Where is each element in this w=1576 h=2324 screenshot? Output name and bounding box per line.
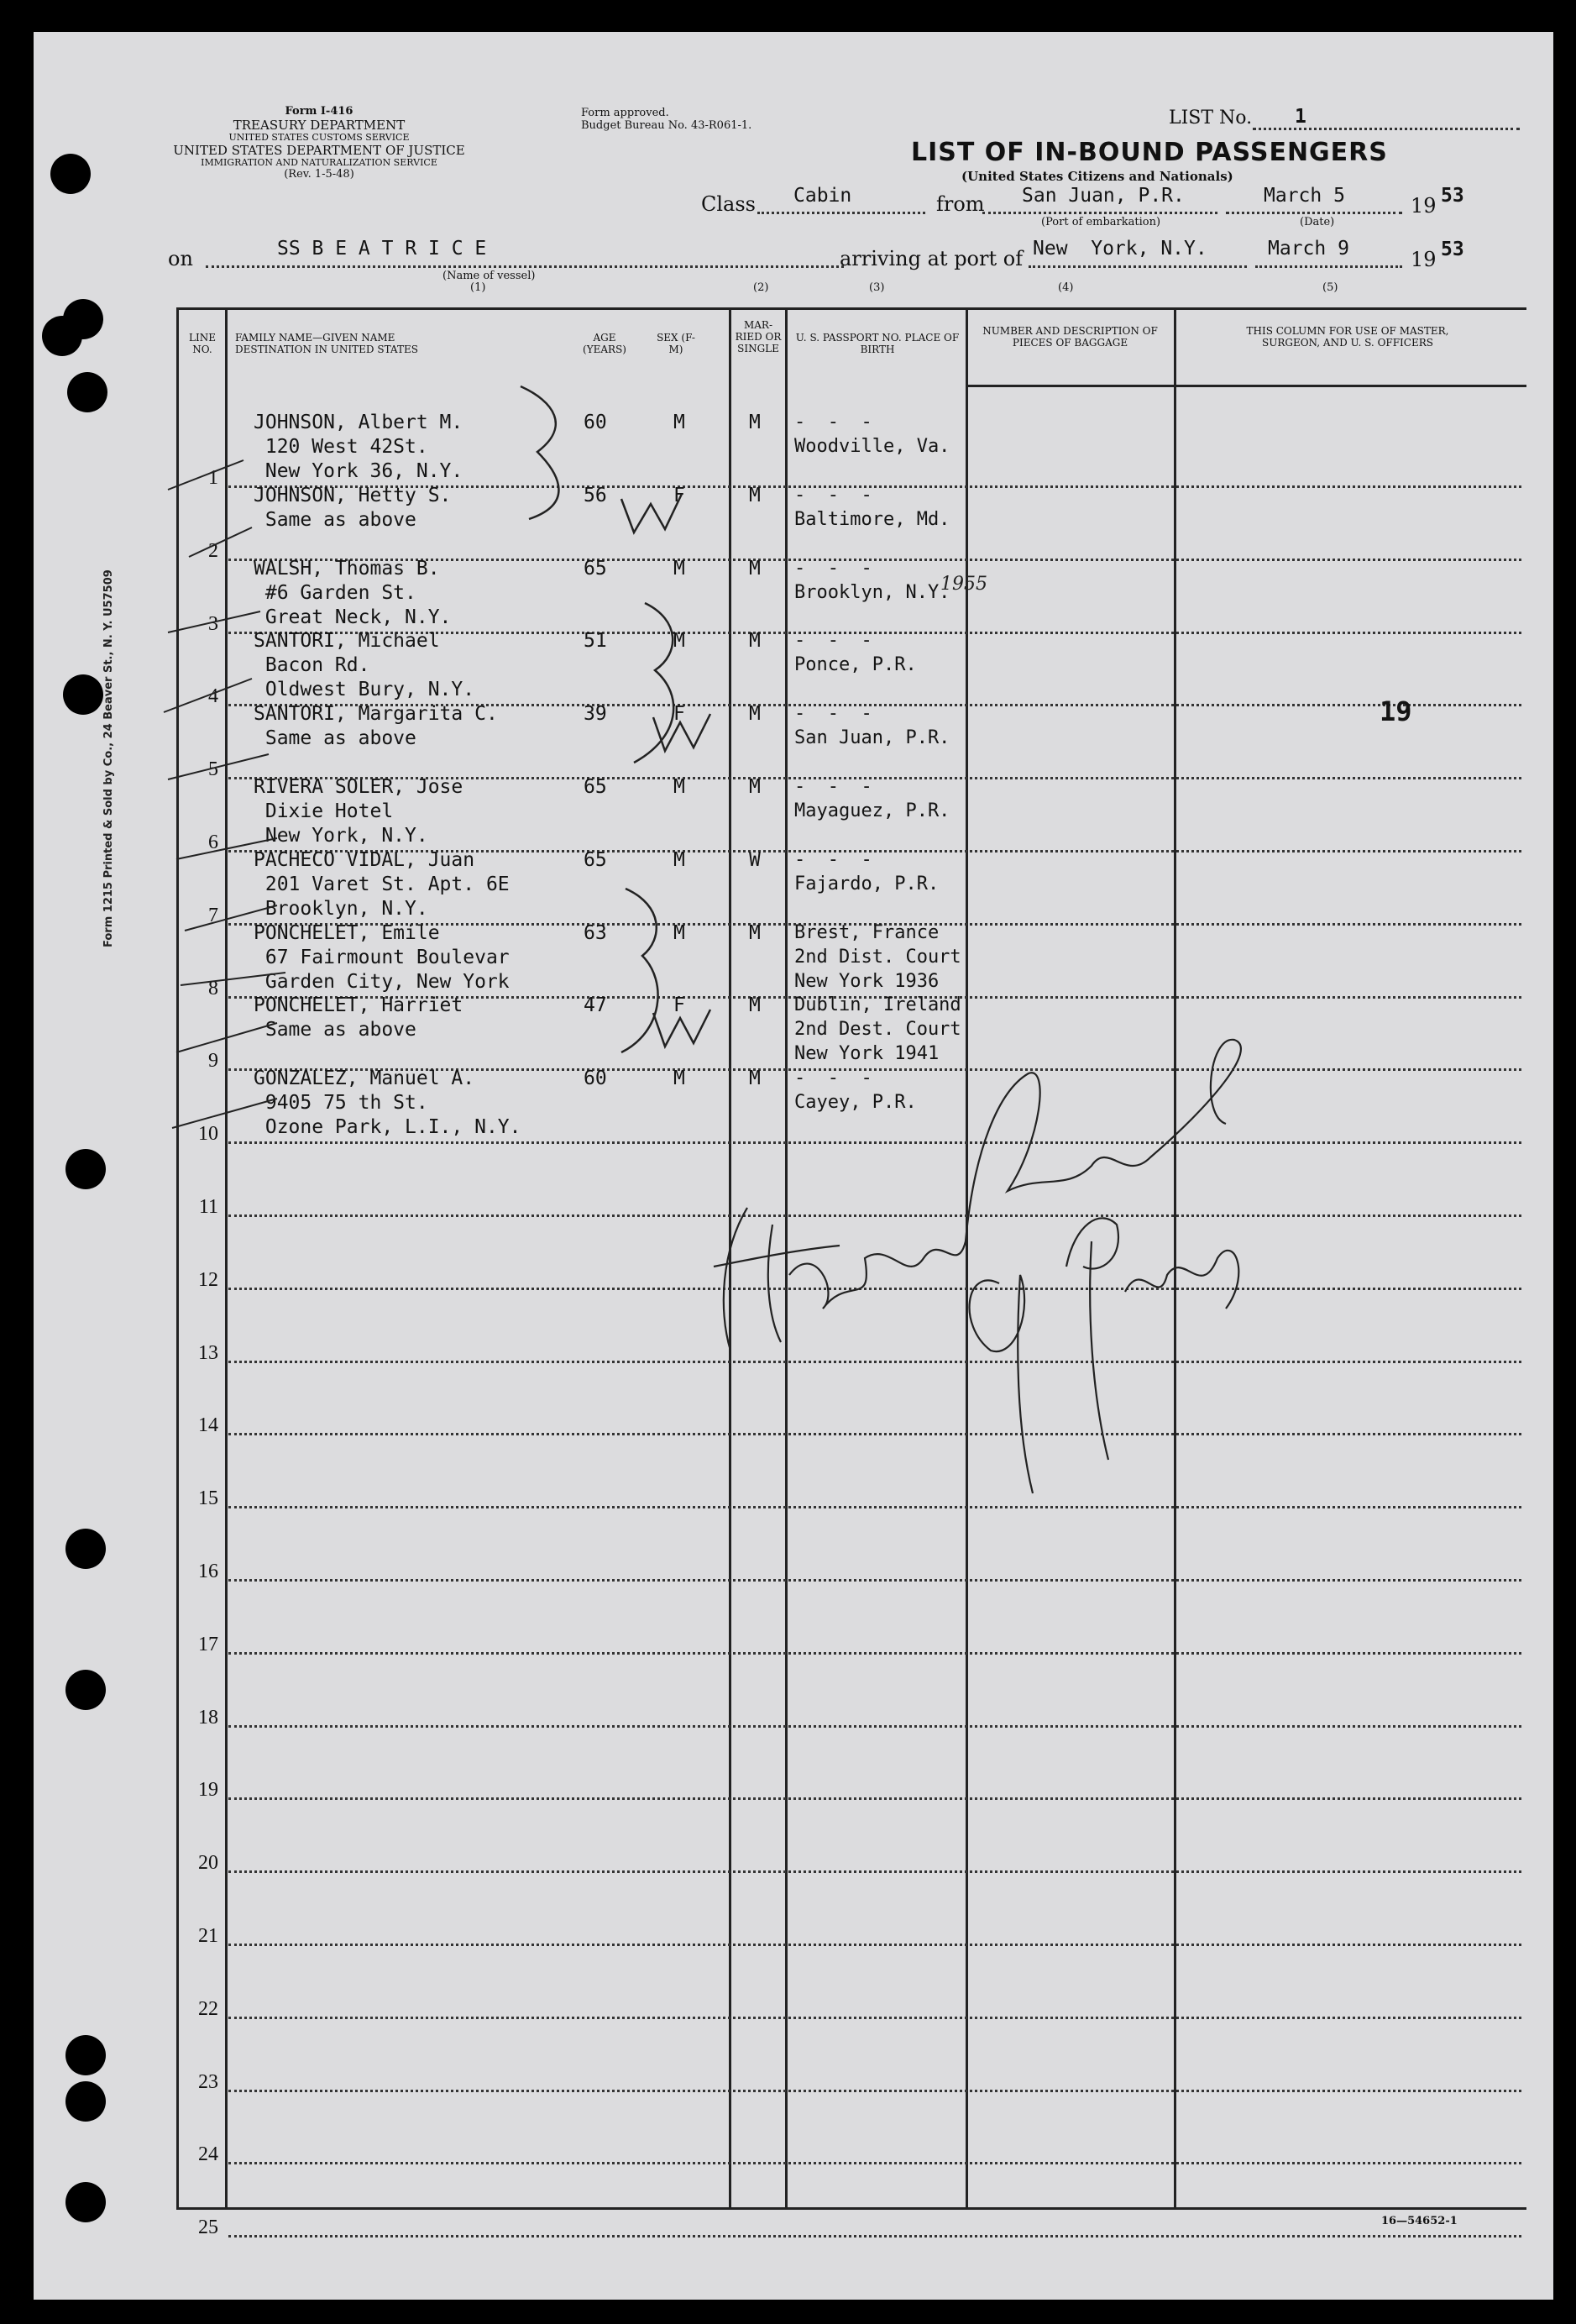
line-number: 24	[198, 2143, 218, 2166]
passenger-married: M	[749, 412, 761, 433]
passenger-passport-line: - - -	[794, 1068, 872, 1089]
passenger-passport-line: - - -	[794, 776, 872, 797]
depart-year-prefix: 19	[1411, 194, 1437, 218]
list-no-label: LIST No.	[1169, 108, 1253, 129]
passenger-name-line: New York, N.Y.	[254, 825, 428, 847]
arriving-label: arriving at port of	[840, 247, 1024, 270]
justice-department: UNITED STATES DEPARTMENT OF JUSTICE	[173, 142, 465, 158]
passenger-name-line: 201 Varet St. Apt. 6E	[254, 873, 510, 895]
line-number: 20	[198, 1852, 218, 1875]
class-label: Class	[701, 192, 756, 216]
handwritten-w-2	[653, 714, 710, 751]
passenger-name-line: 67 Fairmount Boulevar	[254, 946, 510, 968]
passenger-name-line: Great Neck, N.Y.	[254, 606, 452, 628]
from-value: San Juan, P.R.	[1022, 185, 1185, 207]
class-value: Cabin	[793, 185, 852, 207]
treasury-department: TREASURY DEPARTMENT	[233, 117, 406, 133]
passenger-age: 60	[584, 412, 607, 433]
passenger-married: W	[749, 848, 761, 871]
passenger-sex: F	[673, 703, 685, 726]
passenger-passport-line: Woodville, Va.	[794, 436, 950, 457]
line-number: 6	[208, 831, 218, 853]
line-number: 22	[198, 1997, 218, 2020]
passenger-age: 63	[584, 921, 607, 944]
passenger-passport-line: Brest, France	[794, 921, 940, 943]
passenger-passport-line: Baltimore, Md.	[794, 508, 950, 530]
ins-service: IMMIGRATION AND NATURALIZATION SERVICE	[201, 157, 437, 169]
line-number: 13	[198, 1341, 218, 1364]
footer-code: 16—54652-1	[1381, 2215, 1458, 2227]
on-label: on	[168, 247, 193, 270]
brooklyn-note: 1955	[940, 574, 987, 595]
passenger-name-line: Oldwest Bury, N.Y.	[254, 679, 475, 701]
passenger-sex: M	[673, 630, 685, 653]
port-embarkation-caption: (Port of embarkation)	[1041, 216, 1161, 228]
passenger-name-line: GONZALEZ, Manuel A.	[254, 1068, 475, 1090]
line-number: 15	[198, 1487, 218, 1510]
line-number: 8	[208, 977, 218, 999]
passenger-name-line: RIVERA SOLER, Jose	[254, 776, 463, 798]
handwritten-w-1	[621, 494, 682, 532]
passenger-sex: F	[673, 484, 685, 506]
budget-bureau: Budget Bureau No. 43-R061-1.	[581, 119, 752, 132]
document-subtitle: (United States Citizens and Nationals)	[961, 169, 1233, 184]
passenger-passport-line: Brooklyn, N.Y.	[794, 581, 950, 603]
passenger-passport-line: - - -	[794, 703, 872, 725]
from-label: from	[936, 192, 985, 216]
passenger-married: M	[749, 1068, 761, 1090]
passenger-married: M	[749, 484, 761, 506]
col-header-age: AGE (YEARS)	[583, 332, 626, 355]
passenger-passport-line: 2nd Dist. Court	[794, 946, 961, 968]
vessel-caption: (Name of vessel)	[442, 270, 536, 282]
passenger-sex: M	[673, 1068, 685, 1090]
vessel-name: SS B E A T R I C E	[277, 238, 487, 260]
line-number: 25	[198, 2216, 218, 2239]
col-header-name: FAMILY NAME—GIVEN NAME DESTINATION IN UNITED STATES	[235, 332, 418, 355]
brace-ponchelet	[621, 889, 658, 1052]
passenger-passport-line: Mayaguez, P.R.	[794, 800, 950, 821]
passenger-name-line: PONCHELET, Harriet	[254, 994, 463, 1017]
line-number: 2	[208, 539, 218, 562]
line-number: 19	[198, 1779, 218, 1802]
passenger-name-line: 9405 75 th St.	[254, 1092, 428, 1115]
passenger-age: 60	[584, 1068, 607, 1090]
passenger-married: M	[749, 557, 761, 580]
passenger-passport-line: Cayey, P.R.	[794, 1092, 917, 1114]
line-number: 18	[198, 1706, 218, 1729]
side-imprint: Form 1215 Printed & Sold by Co., 24 Beaver St., N. Y. U57509	[102, 569, 115, 947]
passenger-sex: M	[673, 921, 685, 944]
col-header-married: MAR- RIED OR SINGLE	[735, 319, 782, 354]
passenger-passport-line: San Juan, P.R.	[794, 727, 950, 749]
col-num-4: (4)	[1058, 281, 1074, 294]
passenger-age: 56	[584, 484, 607, 506]
line-number: 23	[198, 2070, 218, 2093]
handwriting-overlay	[34, 32, 1553, 2300]
depart-year: 53	[1441, 185, 1464, 207]
passenger-passport-line: - - -	[794, 848, 872, 870]
line-number: 14	[198, 1414, 218, 1437]
passenger-name-line: Bacon Rd.	[254, 654, 370, 677]
line-number: 10	[198, 1123, 218, 1146]
passenger-sex: M	[673, 412, 685, 433]
passenger-name-line: 120 West 42St.	[254, 436, 428, 458]
passenger-age: 51	[584, 630, 607, 653]
passenger-name-line: Dixie Hotel	[254, 800, 394, 822]
passenger-name-line: WALSH, Thomas B.	[254, 557, 440, 580]
passenger-age: 65	[584, 848, 607, 871]
passenger-passport-line: 2nd Dest. Court	[794, 1019, 961, 1041]
document-title: LIST OF IN-BOUND PASSENGERS	[911, 138, 1388, 167]
col-header-passport: U. S. PASSPORT NO. PLACE OF BIRTH	[795, 332, 960, 355]
date-caption: (Date)	[1300, 216, 1335, 228]
passenger-passport-line: Ponce, P.R.	[794, 654, 917, 676]
passenger-married: M	[749, 921, 761, 944]
line-number: 3	[208, 612, 218, 635]
depart-date: March 5	[1264, 185, 1345, 207]
revision-date: (Rev. 1-5-48)	[284, 167, 354, 181]
form-approved: Form approved.	[581, 107, 669, 119]
passenger-age: 65	[584, 776, 607, 798]
passenger-name-line: PONCHELET, Emile	[254, 921, 440, 944]
line-number: 21	[198, 1925, 218, 1947]
officer-count: 19	[1380, 695, 1412, 727]
passenger-name-line: JOHNSON, Hetty S.	[254, 484, 452, 506]
col-num-3: (3)	[869, 281, 885, 294]
passenger-passport-line: New York 1936	[794, 970, 940, 992]
tick-marks	[164, 460, 285, 1128]
passenger-name-line: PACHECO VIDAL, Juan	[254, 848, 475, 871]
arrival-year: 53	[1441, 239, 1464, 260]
passenger-age: 39	[584, 703, 607, 726]
line-number: 9	[208, 1050, 218, 1073]
passenger-married: M	[749, 630, 761, 653]
passenger-name-line: #6 Garden St.	[254, 581, 416, 604]
passenger-sex: M	[673, 557, 685, 580]
passenger-sex: F	[673, 994, 685, 1017]
line-number: 12	[198, 1268, 218, 1291]
line-number: 7	[208, 904, 218, 926]
passenger-passport-line: Dublin, Ireland	[794, 994, 961, 1016]
passenger-name-line: Brooklyn, N.Y.	[254, 897, 428, 920]
col-num-2: (2)	[753, 281, 769, 294]
line-number: 17	[198, 1633, 218, 1655]
arrival-year-prefix: 19	[1411, 248, 1437, 271]
passenger-passport-line: Fajardo, P.R.	[794, 873, 940, 894]
signature-1	[714, 1040, 1241, 1351]
col-num-5: (5)	[1322, 281, 1338, 294]
passenger-name-line: SANTORI, Margarita C.	[254, 703, 498, 726]
passenger-passport-line: - - -	[794, 557, 872, 579]
passenger-married: M	[749, 703, 761, 726]
passenger-name-line: New York 36, N.Y.	[254, 460, 463, 482]
passenger-age: 65	[584, 557, 607, 580]
passenger-sex: M	[673, 776, 685, 798]
passenger-passport-line: - - -	[794, 484, 872, 506]
passenger-passport-line: New York 1941	[794, 1043, 940, 1065]
passenger-married: M	[749, 776, 761, 798]
col-header-sex: SEX (F-M)	[657, 332, 695, 355]
line-number: 4	[208, 685, 218, 708]
passenger-name-line: Ozone Park, L.I., N.Y.	[254, 1116, 521, 1139]
passenger-sex: M	[673, 848, 685, 871]
col-header-baggage: NUMBER AND DESCRIPTION OF PIECES OF BAGGAGE	[982, 325, 1158, 349]
handwritten-w-3	[653, 1010, 710, 1047]
list-no-value: 1	[1295, 106, 1306, 128]
line-number: 5	[208, 758, 218, 781]
passenger-name-line: Same as above	[254, 508, 416, 531]
arrival-port: New York, N.Y.	[1033, 238, 1207, 260]
line-number: 1	[208, 467, 218, 489]
passenger-age: 47	[584, 994, 607, 1017]
passenger-name-line: Same as above	[254, 1019, 416, 1041]
passenger-name-line: Garden City, New York	[254, 970, 510, 993]
customs-service: UNITED STATES CUSTOMS SERVICE	[228, 132, 410, 144]
passenger-name-line: JOHNSON, Albert M.	[254, 412, 463, 433]
passenger-passport-line: - - -	[794, 630, 872, 652]
signature-2	[970, 1218, 1239, 1493]
brace-johnson	[521, 386, 558, 519]
line-number: 11	[198, 1196, 218, 1218]
line-number: 16	[198, 1561, 218, 1582]
form-number: Form I-416	[285, 105, 353, 118]
document-page	[34, 32, 1553, 2300]
arrival-date: March 9	[1268, 238, 1349, 260]
passenger-name-line: SANTORI, Michael	[254, 630, 440, 653]
brace-santori	[634, 603, 673, 763]
col-header-officers: THIS COLUMN FOR USE OF MASTER, SURGEON, AND U. S. OFFICERS	[1246, 325, 1449, 349]
passenger-name-line: Same as above	[254, 727, 416, 750]
passenger-married: M	[749, 994, 761, 1017]
passenger-passport-line: - - -	[794, 412, 872, 433]
col-header-line: LINE NO.	[189, 332, 216, 355]
col-num-1: (1)	[470, 281, 486, 294]
